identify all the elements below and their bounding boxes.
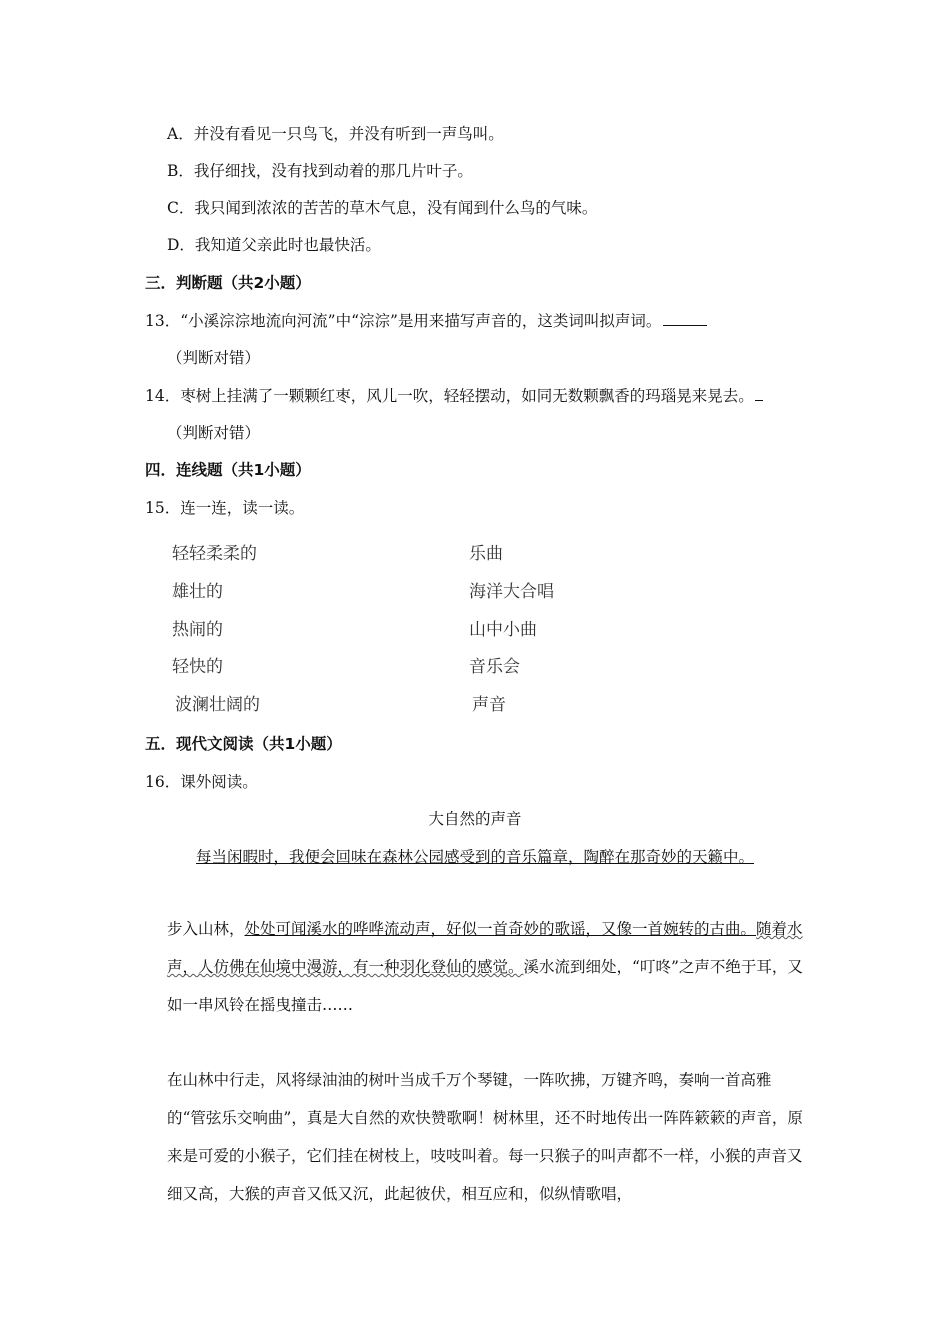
match-right-item[interactable]: 声音 — [472, 695, 506, 715]
option-c: C．我只闻到浓浓的苦苦的草木气息，没有闻到什么鸟的气味。 — [167, 199, 598, 217]
question-13-text: “小溪淙淙地流向河流”中“淙淙”是用来描写声音的，这类词叫拟声词。 — [180, 312, 662, 330]
underlined-sentence: 处处可闻溪水的哗哗流动声，好似一首奇妙的歌谣，又像一首婉转的古曲。 — [244, 920, 757, 938]
match-right-item[interactable]: 音乐会 — [469, 657, 520, 677]
question-16: 16．课外阅读。 — [145, 773, 258, 791]
passage-intro: 每当闲暇时，我便会回味在森林公园感受到的音乐篇章，陶醉在那奇妙的天籁中。 — [196, 848, 755, 866]
wavy-underlined-sentence: 随着水声，人仿佛在仙境中漫游，有一种羽化登仙的感觉。 — [167, 920, 803, 976]
match-right-item[interactable]: 乐曲 — [469, 544, 503, 564]
paragraph-1-start: 步入山林， — [167, 920, 245, 938]
answer-blank-13[interactable] — [663, 311, 707, 326]
section-5-heading: 五．现代文阅读（共1小题） — [145, 735, 342, 753]
match-right-item[interactable]: 山中小曲 — [469, 620, 537, 640]
match-left-item[interactable]: 热闹的 — [172, 620, 223, 640]
passage-paragraph-2: 在山林中行走，风将绿油油的树叶当成千万个琴键，一阵吹拂，万键齐鸣，奏响一首高雅的“管弦乐交响曲”，真是大自然的欢快赞歌啊！树林里，还不时地传出一阵阵簌簌的声音，原来是可爱的小猴子，它们挂在树枝上，吱吱叫着。每一只猴子的叫声都不一样，小猴的声音又细又高，大猴的声音又低又沉，此起彼伏，相互应和，似纵情歌唱， — [167, 1071, 803, 1203]
paragraph-1-end: 溪水流到细处，“叮咚”之声不绝于耳，又如一串风铃在摇曳撞击…… — [167, 958, 803, 1014]
match-left-item[interactable]: 轻快的 — [172, 657, 223, 677]
passage-title: 大自然的声音 — [428, 810, 522, 828]
answer-blank-14[interactable] — [755, 386, 763, 401]
option-d: D．我知道父亲此时也最快活。 — [167, 236, 381, 254]
question-13-hint: （判断对错） — [167, 349, 261, 367]
section-3-heading: 三．判断题（共2小题） — [145, 274, 311, 292]
match-left-item[interactable]: 轻轻柔柔的 — [172, 544, 257, 564]
question-14 — [145, 386, 763, 406]
question-14-hint: （判断对错） — [167, 424, 261, 442]
question-14-number: 14． — [145, 387, 181, 405]
section-4-heading: 四．连线题（共1小题） — [145, 461, 311, 479]
question-13 — [145, 311, 707, 331]
passage-paragraph-1 — [167, 910, 807, 1024]
option-b: B．我仔细找，没有找到动着的那几片叶子。 — [167, 162, 473, 180]
match-left-item[interactable]: 波澜壮阔的 — [175, 695, 260, 715]
match-left-item[interactable]: 雄壮的 — [172, 582, 223, 602]
match-right-item[interactable]: 海洋大合唱 — [469, 582, 554, 602]
question-15: 15．连一连，读一读。 — [145, 499, 305, 517]
question-14-text: 枣树上挂满了一颗颗红枣，风儿一吹，轻轻摆动，如同无数颗飘香的玛瑙晃来晃去。 — [180, 387, 754, 405]
option-a: A．并没有看见一只鸟飞，并没有听到一声鸟叫。 — [167, 125, 504, 143]
question-13-number: 13． — [145, 312, 181, 330]
